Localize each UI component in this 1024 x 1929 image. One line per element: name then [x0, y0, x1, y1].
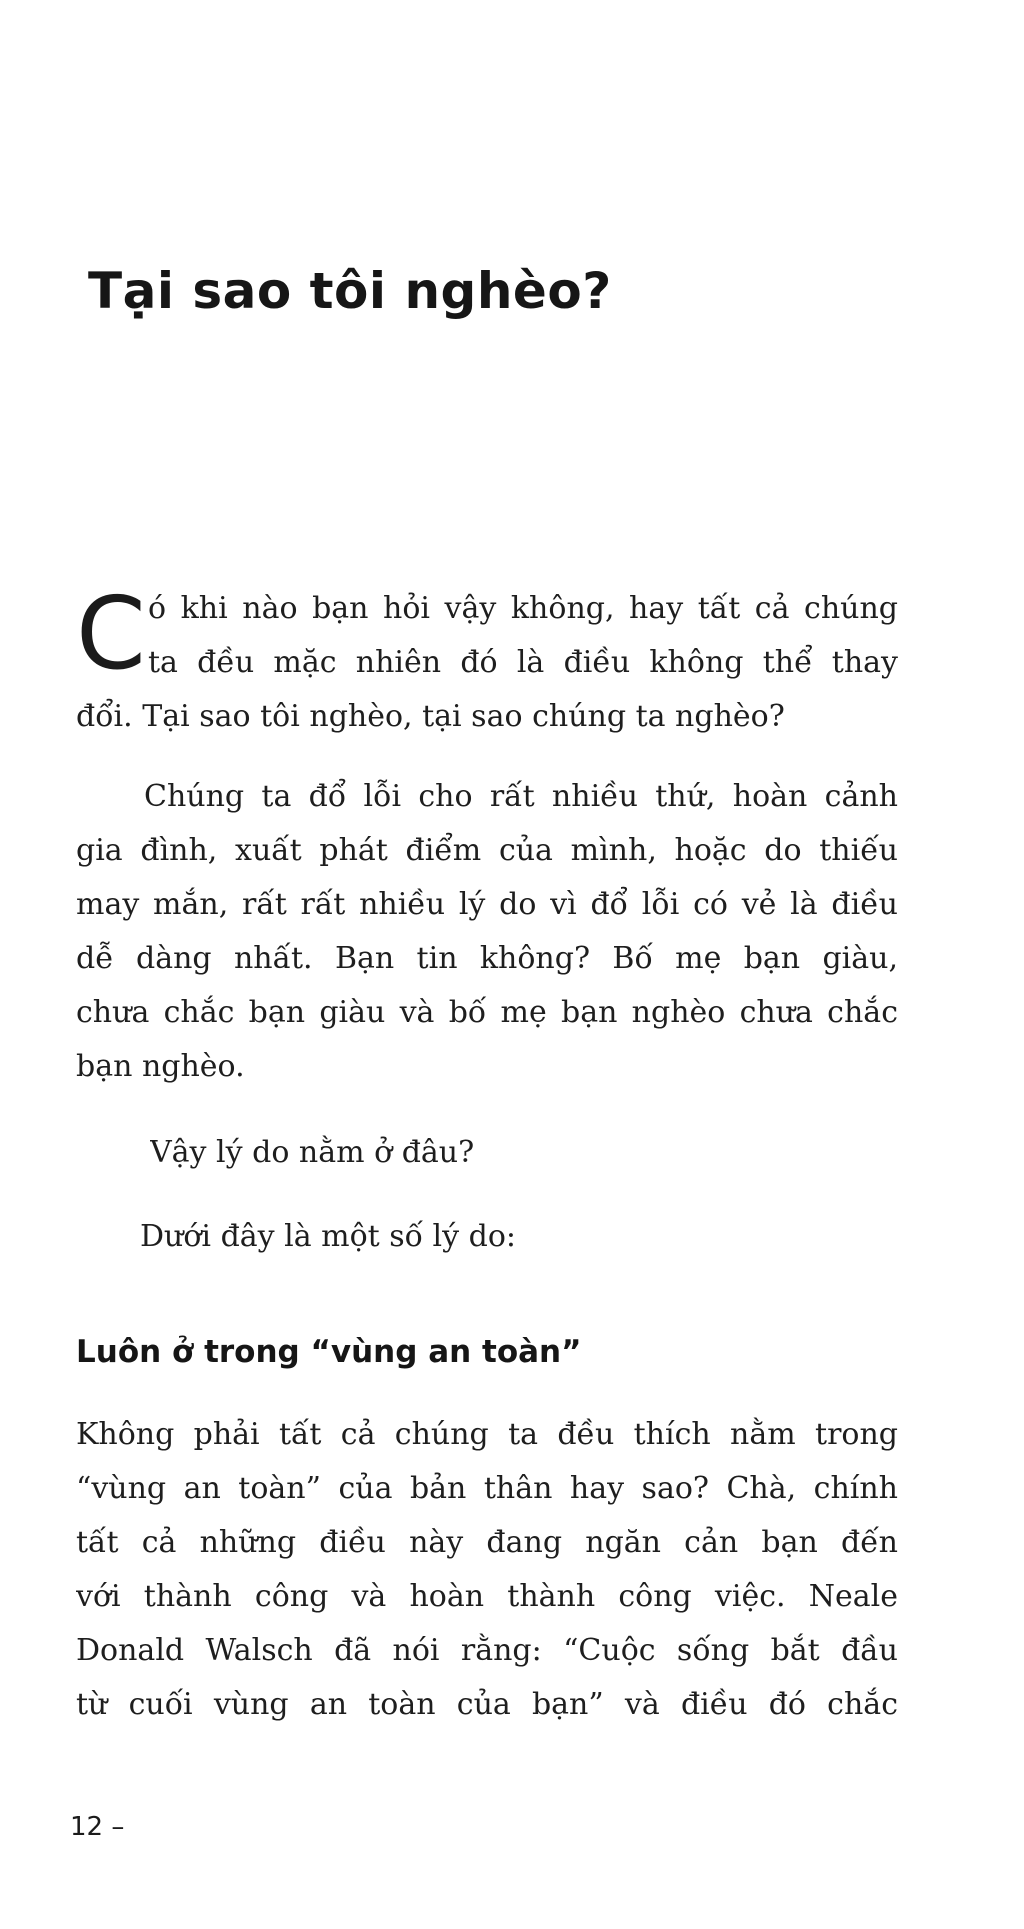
- chapter-title: Tại sao tôi nghèo?: [88, 262, 612, 320]
- paragraph-comfort-zone: [76, 1408, 898, 1732]
- paragraph-line: với thành công và hoàn thành công việc. Neale: [76, 1579, 898, 1614]
- paragraph-line: ta đều mặc nhiên đó là điều không thể thay: [148, 645, 898, 680]
- paragraph-line: Chúng ta đổ lỗi cho rất nhiều thứ, hoàn cảnh: [144, 779, 898, 814]
- paragraph-reasons-intro: [140, 1210, 840, 1264]
- paragraph-line: ó khi nào bạn hỏi vậy không, hay tất cả chúng: [148, 591, 898, 626]
- paragraph-line: Vậy lý do nằm ở đâu?: [150, 1135, 475, 1170]
- paragraph-line: từ cuối vùng an toàn của bạn” và điều đó chắc: [76, 1687, 898, 1722]
- paragraph-line: Donald Walsch đã nói rằng: “Cuộc sống bắt đầu: [76, 1633, 898, 1668]
- paragraph-line: Không phải tất cả chúng ta đều thích nằm trong: [76, 1417, 898, 1452]
- paragraph-line: tất cả những điều này đang ngăn cản bạn đến: [76, 1525, 898, 1560]
- section-heading: Luôn ở trong “vùng an toàn”: [76, 1334, 582, 1370]
- page-number: 12 –: [70, 1812, 125, 1842]
- paragraph-line: chưa chắc bạn giàu và bố mẹ bạn nghèo chưa chắc: [76, 995, 898, 1030]
- paragraph-line: gia đình, xuất phát điểm của mình, hoặc do thiếu: [76, 833, 898, 868]
- paragraph-line: đổi. Tại sao tôi nghèo, tại sao chúng ta nghèo?: [76, 699, 785, 734]
- paragraph-line: may mắn, rất rất nhiều lý do vì đổ lỗi có vẻ là điều: [76, 887, 898, 922]
- paragraph-question: [150, 1126, 850, 1180]
- drop-cap-letter: C: [76, 575, 146, 692]
- paragraph-line: “vùng an toàn” của bản thân hay sao? Chà, chính: [76, 1471, 898, 1506]
- paragraph-line: bạn nghèo.: [76, 1049, 245, 1084]
- paragraph-blame: [76, 770, 898, 1094]
- paragraph-line: dễ dàng nhất. Bạn tin không? Bố mẹ bạn giàu,: [76, 941, 898, 976]
- paragraph-intro: [76, 575, 898, 744]
- paragraph-line: Dưới đây là một số lý do:: [140, 1219, 516, 1254]
